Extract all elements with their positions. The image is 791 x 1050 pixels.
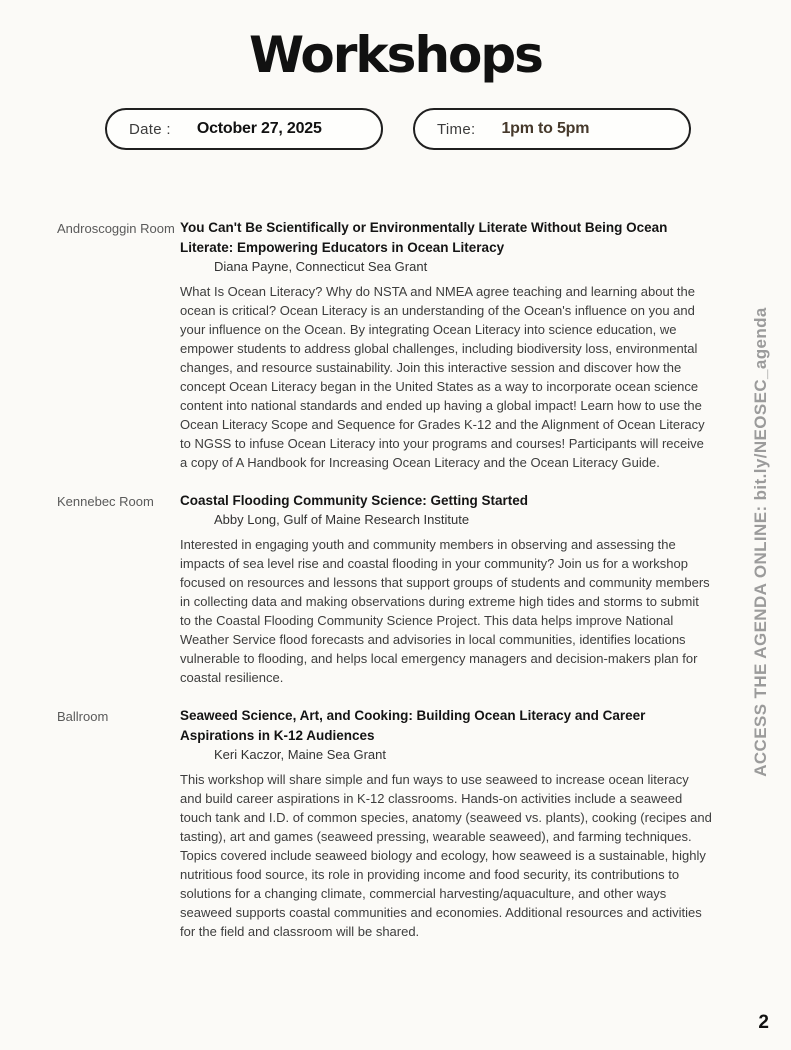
workshop-title: Coastal Flooding Community Science: Getting Started [180, 492, 529, 508]
info-row [105, 108, 691, 150]
room-label: Androscoggin Room [57, 221, 175, 236]
time-value: 1pm to 5pm [501, 120, 590, 137]
workshop-section-ballroom [57, 706, 713, 942]
room-label: Kennebec Room [57, 493, 154, 509]
time-label: Time: [437, 120, 476, 138]
workshop-list [57, 218, 713, 960]
workshop-presenter: Abby Long, Gulf of Maine Research Institute [214, 512, 470, 528]
agenda-online-note: ACCESS THE AGENDA ONLINE: bit.ly/NEOSEC_agenda [751, 307, 770, 777]
workshop-section-kennebec [57, 491, 713, 688]
date-value: October 27, 2025 [196, 120, 322, 137]
date-label: Date : [129, 120, 171, 138]
workshop-details [180, 706, 713, 942]
workshop-presenter: Keri Kaczor, Maine Sea Grant [214, 747, 386, 763]
workshop-presenter: Diana Payne, Connecticut Sea Grant [214, 259, 428, 275]
room-label: Ballroom [57, 709, 109, 725]
workshop-details [180, 218, 713, 473]
workshop-description: What Is Ocean Literacy? Why do NSTA and NMEA agree teaching and learning about the ocean is critical? Ocean Literacy is an understanding of the Ocean's influence on you and your influence on the Ocean. By integrating Ocean Literacy into science education, we empower students to address global challenges, including biodiversity loss, environmental changes, and resource sustainability. Join this interactive session and discover how the concept Ocean Literacy began in the United States as a way to incorporate ocean science content into national standards and ended up having a global impact! Learn how to use the Ocean Literacy Scope and Sequence for Grades K-12 and the Alignment of Ocean Literacy to NGSS to infuse Ocean Literacy into your programs and courses! Participants will receive a copy of A Handbook for Increasing Ocean Literacy and the Ocean Literacy Guide. [180, 284, 705, 470]
page-number: 2 [758, 1012, 769, 1033]
time-pill [413, 108, 691, 150]
workshop-description: Interested in engaging youth and community members in observing and assessing the impacts of sea level rise and coastal flooding in your community? Join us for a workshop focused on resources and lessons that support groups of students and community members in collecting data and making observations during extreme high tides and storms to submit to the Coastal Flooding Community Science Project. This data helps improve National Weather Service flood forecasts and advisories in local communities, identifies locations vulnerable to flooding, and helps local emergency managers and decision-makers plan for coastal resilience. [180, 537, 710, 686]
workshop-description: This workshop will share simple and fun ways to use seaweed to increase ocean literacy and build career aspirations in K-12 classrooms. Hands-on activities include a seaweed touch tank and I.D. of common species, anatomy (seaweed vs. plants), cooking (recipes and tasting), art and games (seaweed pressing, wearable seaweed), and farming techniques. Topics covered include seaweed biology and ecology, how seaweed is a sustainable, highly nutritious food source, its role in providing income and food security, its contributions to solutions for a changing climate, commercial harvesting/aquaculture, and other ways seaweed supports coastal communities and economies. Additional resources and activities for the field and classroom will be shared. [180, 772, 712, 939]
workshop-details [180, 491, 713, 688]
page-title: Workshops [249, 26, 542, 84]
workshop-section-androscoggin [57, 218, 713, 473]
workshop-title: Seaweed Science, Art, and Cooking: Building Ocean Literacy and Career Aspirations in K-12 Audiences [180, 708, 646, 743]
workshop-title: You Can't Be Scientifically or Environmentally Literate Without Being Ocean Literate: Empowering Educators in Ocean Literacy [180, 220, 668, 255]
date-pill [105, 108, 383, 150]
